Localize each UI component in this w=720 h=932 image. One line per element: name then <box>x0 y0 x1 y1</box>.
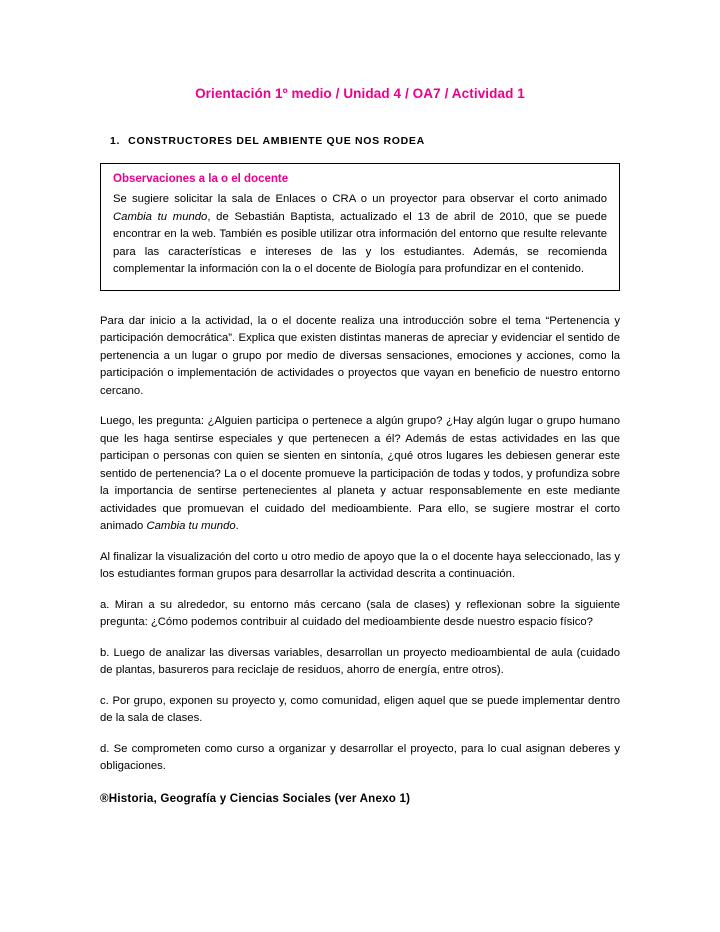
teacher-notes-box <box>100 163 620 291</box>
teacher-notes-body <box>113 191 607 279</box>
teacher-notes-part-2: , de Sebastián Baptista, actualizado el 13 de abril de 2010, que se puede encontrar en la web. También es posible utilizar otra información del entorno que resulte relevante para las características e intereses de las y los estudiantes. Además, se recomienda complementar la información con la o el docente de Biología para profundizar en el contenido. <box>113 210 607 275</box>
teacher-notes-film-title: Cambia tu mundo <box>113 210 208 223</box>
paragraph-item-a <box>100 597 620 632</box>
paragraph-intro-text: Para dar inicio a la actividad, la o el docente realiza una introducción sobre el tema “Pertenencia y participación democrática”. Explica que existen distintas maneras de apreciar y evidenciar el sentido de pertenencia a un lugar o grupo por medio de diversas sensaciones, emociones y acciones, como la participación o implementación de actividades o proyectos que vayan en beneficio de nuestro entorno cercano. <box>100 314 620 397</box>
section-title-text: CONSTRUCTORES DEL AMBIENTE QUE NOS RODEA <box>128 135 425 147</box>
paragraph-item-d-text: d. Se comprometen como curso a organizar y desarrollar el proyecto, para lo cual asignan deberes y obligaciones. <box>100 742 620 772</box>
paragraph-item-a-text: a. Miran a su alrededor, su entorno más cercano (sala de clases) y reflexionan sobre la siguiente pregunta: ¿Cómo podemos contribuir al cuidado del medioambiente desde nuestro espacio físico? <box>100 598 620 628</box>
paragraph-visualizacion-text: Al finalizar la visualización del corto u otro medio de apoyo que la o el docente haya seleccionado, las y los estudiantes forman grupos para desarrollar la actividad descrita a continuación. <box>100 550 620 580</box>
paragraph-pregunta-film-title: Cambia tu mundo <box>146 520 236 532</box>
paragraph-visualizacion <box>100 549 620 584</box>
paragraph-pregunta-period: . <box>235 520 239 532</box>
document-header-title: Orientación 1º medio / Unidad 4 / OA7 / Actividad 1 <box>195 86 525 101</box>
paragraph-item-b <box>100 645 620 680</box>
paragraph-item-c <box>100 693 620 728</box>
paragraph-pregunta-text: Luego, les pregunta: ¿Alguien participa o pertenece a algún grupo? ¿Hay algún lugar o grupo humano que les haga sentirse especiales y que pertenecen a él? Además de estas actividades en las que participan o personas con quien se sienten en sintonía, ¿qué otros lugares les debiesen generar este sentido de pertenencia? La o el docente promueve la participación de todas y todos, y profundiza sobre la importancia de sentirse pertenecientes al planeta y actuar responsablemente en este mediante actividades que promuevan el cuidado del medioambiente. Para ello, se sugiere mostrar el corto animado <box>100 415 620 532</box>
footer-subject-note: ®Historia, Geografía y Ciencias Sociales (ver Anexo 1) <box>100 791 411 805</box>
paragraph-intro <box>100 313 620 401</box>
section-heading <box>110 135 620 147</box>
section-number: 1. <box>110 135 121 147</box>
teacher-notes-title: Observaciones a la o el docente <box>113 173 289 185</box>
paragraph-pregunta <box>100 413 620 536</box>
paragraph-item-b-text: b. Luego de analizar las diversas variables, desarrollan un proyecto medioambiental de aula (cuidado de plantas, basureros para reciclaje de residuos, ahorro de energía, entre otros). <box>100 646 620 676</box>
paragraph-item-d <box>100 741 620 776</box>
teacher-notes-part-1: Se sugiere solicitar la sala de Enlaces o CRA o un proyector para observar el corto animado <box>113 193 607 205</box>
paragraph-item-c-text: c. Por grupo, exponen su proyecto y, como comunidad, eligen aquel que se puede implementar dentro de la sala de clases. <box>100 694 620 724</box>
